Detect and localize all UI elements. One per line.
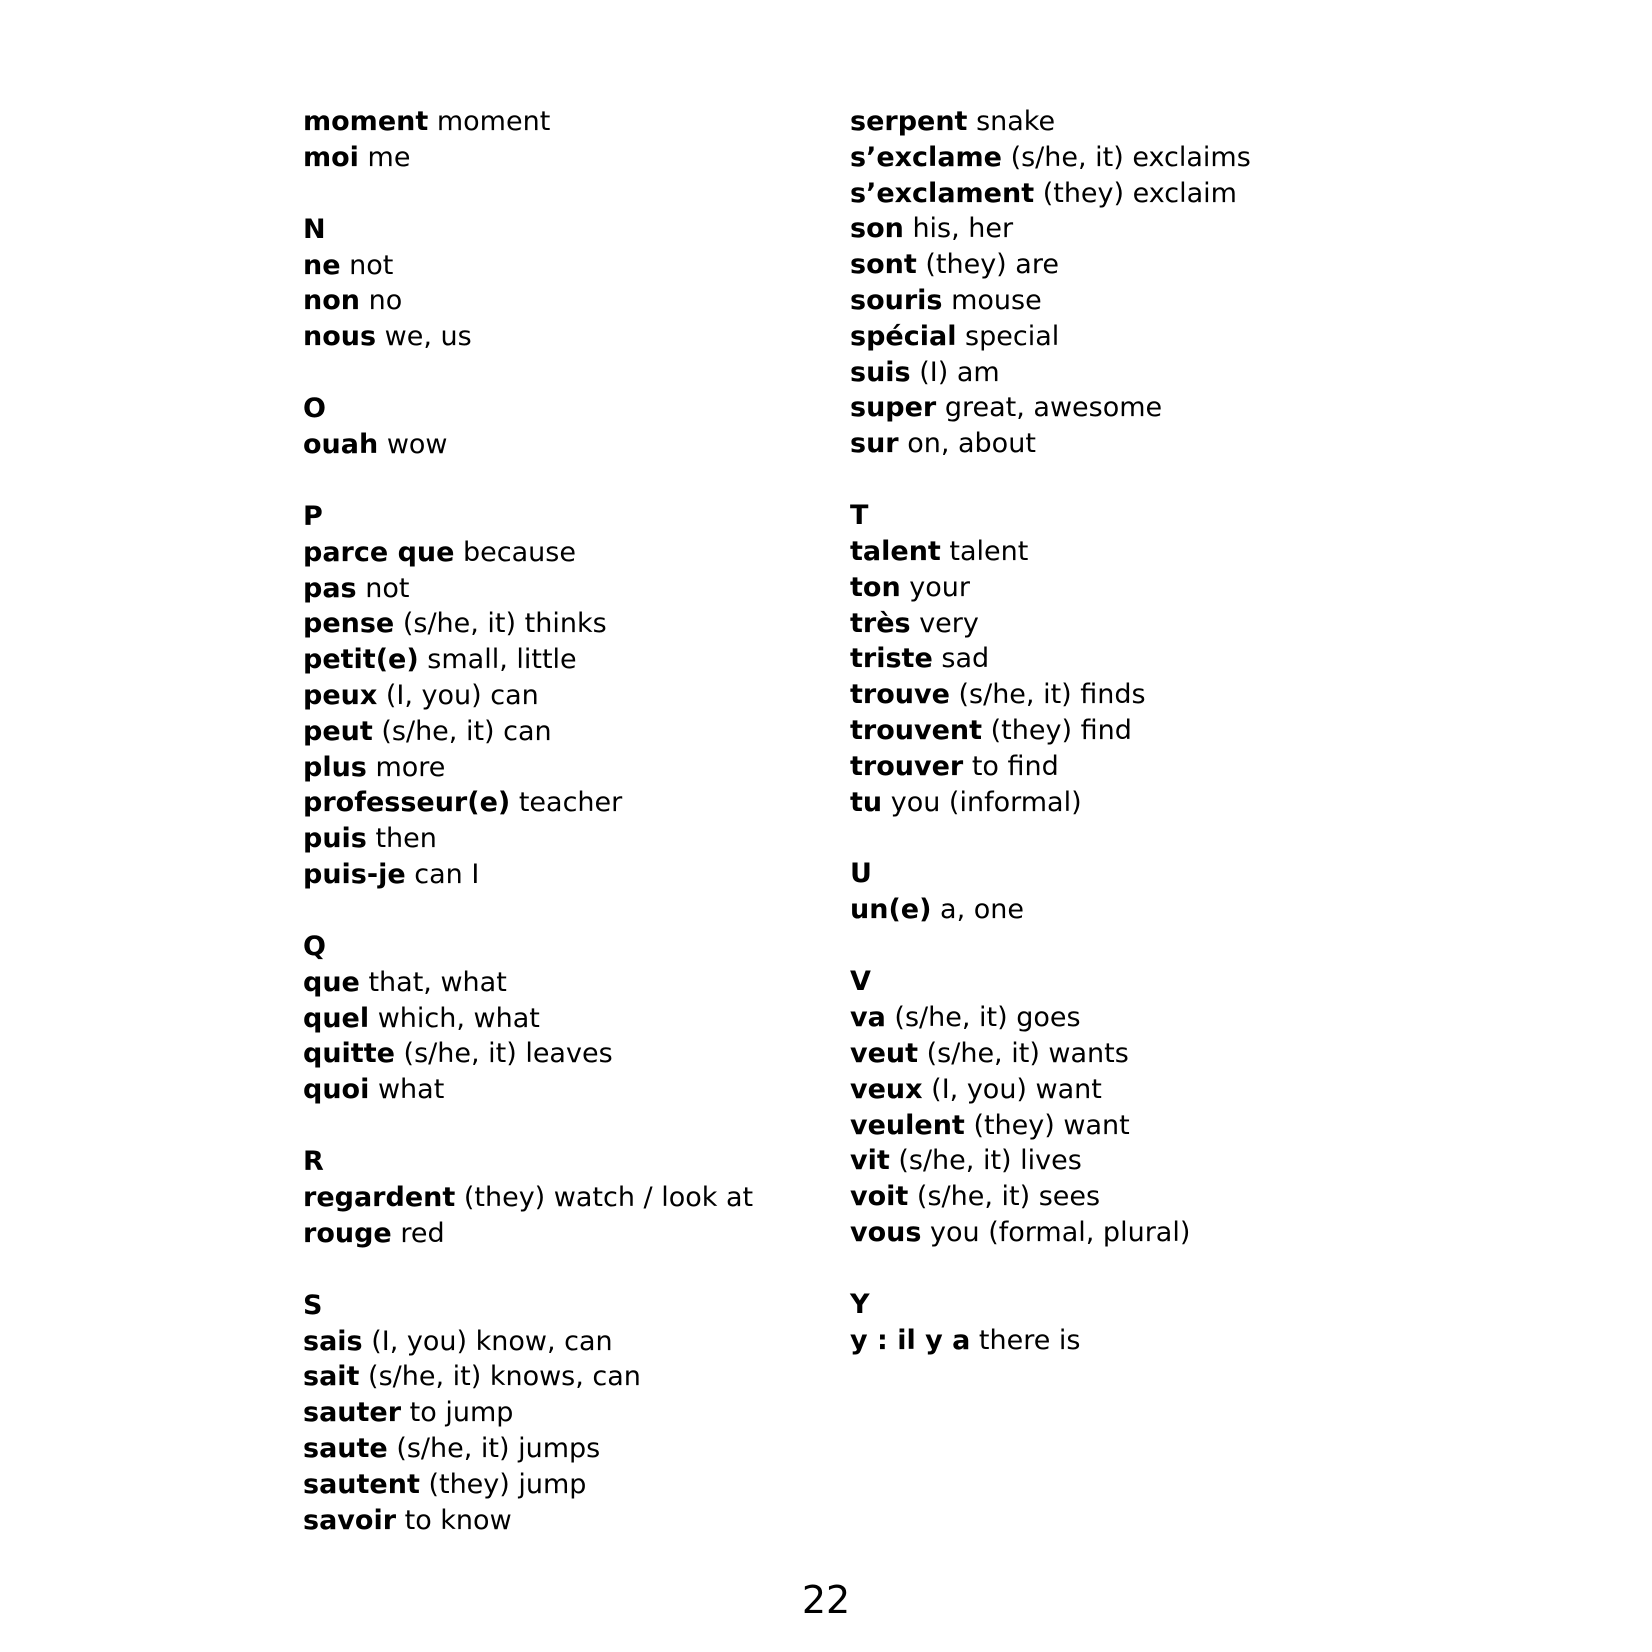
french-word: saute bbox=[303, 1432, 388, 1464]
glossary-entry bbox=[850, 319, 1410, 355]
english-translation: no bbox=[368, 285, 403, 317]
french-word: veux bbox=[850, 1073, 923, 1105]
section-letter: Q bbox=[303, 930, 326, 962]
glossary-entry bbox=[850, 390, 1410, 426]
english-translation: (I) am bbox=[919, 356, 1000, 388]
glossary-entry bbox=[303, 1036, 833, 1072]
glossary-entry bbox=[850, 1179, 1410, 1215]
english-translation: (s/he, it) lives bbox=[898, 1145, 1082, 1177]
french-word: ne bbox=[303, 249, 341, 281]
glossary-entry bbox=[850, 1323, 1410, 1359]
french-word: tu bbox=[850, 786, 883, 818]
english-translation: to know bbox=[404, 1504, 512, 1536]
english-translation: you (formal, plural) bbox=[930, 1216, 1191, 1248]
french-word: suis bbox=[850, 356, 911, 388]
french-word: puis bbox=[303, 823, 367, 855]
english-translation: (I, you) want bbox=[931, 1073, 1102, 1105]
english-translation: (s/he, it) knows, can bbox=[368, 1361, 641, 1393]
english-translation: his, her bbox=[912, 213, 1014, 245]
english-translation: talent bbox=[949, 535, 1029, 567]
french-word: sur bbox=[850, 428, 899, 460]
french-word: peut bbox=[303, 715, 373, 747]
english-translation: (they) jump bbox=[428, 1468, 587, 1500]
glossary-entry bbox=[303, 821, 833, 857]
glossary-entry bbox=[303, 606, 833, 642]
english-translation: we, us bbox=[384, 321, 472, 353]
english-translation: on, about bbox=[907, 428, 1036, 460]
french-word: quel bbox=[303, 1002, 370, 1034]
english-translation: (s/he, it) wants bbox=[926, 1037, 1129, 1069]
french-word: regardent bbox=[303, 1181, 456, 1213]
english-translation: (I, you) can bbox=[385, 679, 539, 711]
glossary-entry bbox=[850, 211, 1410, 247]
glossary-entry bbox=[850, 1215, 1410, 1251]
english-translation: can I bbox=[414, 858, 480, 890]
french-word: nous bbox=[303, 321, 377, 353]
french-word: trouve bbox=[850, 679, 950, 711]
glossary-section bbox=[303, 212, 833, 355]
french-word: pense bbox=[303, 608, 395, 640]
glossary-entry bbox=[303, 965, 833, 1001]
english-translation: (s/he, it) thinks bbox=[402, 608, 607, 640]
french-word: quoi bbox=[303, 1074, 370, 1106]
glossary-entry bbox=[303, 1180, 833, 1216]
english-translation: very bbox=[919, 607, 979, 639]
french-word: sautent bbox=[303, 1468, 420, 1500]
english-translation: (they) exclaim bbox=[1042, 177, 1237, 209]
glossary-section bbox=[850, 964, 1410, 1251]
section-letter: S bbox=[303, 1289, 323, 1321]
french-word: très bbox=[850, 607, 911, 639]
english-translation: (s/he, it) finds bbox=[958, 679, 1146, 711]
glossary-section bbox=[303, 1288, 833, 1539]
english-translation: you (informal) bbox=[890, 786, 1082, 818]
english-translation: to find bbox=[971, 750, 1059, 782]
english-translation: (s/he, it) can bbox=[381, 715, 552, 747]
glossary-entry bbox=[303, 750, 833, 786]
section-letter: R bbox=[303, 1145, 324, 1177]
french-word: ton bbox=[850, 571, 901, 603]
english-translation: (they) are bbox=[925, 249, 1059, 281]
glossary-entry bbox=[303, 1395, 833, 1431]
glossary-entry bbox=[850, 641, 1410, 677]
english-translation: then bbox=[375, 823, 437, 855]
english-translation: moment bbox=[436, 106, 551, 137]
glossary-section bbox=[303, 929, 833, 1108]
french-word: que bbox=[303, 966, 360, 998]
french-word: trouvent bbox=[850, 714, 983, 746]
glossary-entry bbox=[850, 247, 1410, 283]
english-translation: (they) want bbox=[973, 1109, 1130, 1141]
glossary-entry bbox=[850, 713, 1410, 749]
french-word: vous bbox=[850, 1216, 922, 1248]
english-translation: sad bbox=[941, 643, 990, 675]
glossary-entry bbox=[303, 1324, 833, 1360]
english-translation: (s/he, it) sees bbox=[916, 1181, 1101, 1213]
section-letter: N bbox=[303, 213, 326, 245]
glossary-section bbox=[850, 1287, 1410, 1359]
section-letter: V bbox=[850, 966, 871, 998]
english-translation: more bbox=[375, 751, 446, 783]
section-letter: T bbox=[850, 499, 869, 531]
glossary-section bbox=[303, 391, 833, 463]
glossary-section bbox=[303, 499, 833, 893]
french-word: sais bbox=[303, 1325, 363, 1357]
glossary-entry bbox=[303, 642, 833, 678]
french-word: trouver bbox=[850, 750, 964, 782]
glossary-left-column bbox=[303, 104, 833, 1574]
english-translation: there is bbox=[978, 1324, 1081, 1356]
section-letter: U bbox=[850, 858, 872, 890]
glossary-entry bbox=[850, 749, 1410, 785]
english-translation: snake bbox=[976, 106, 1056, 137]
glossary-entry bbox=[850, 892, 1410, 928]
glossary-entry bbox=[850, 677, 1410, 713]
english-translation: (they) find bbox=[990, 714, 1132, 746]
glossary-entry bbox=[850, 176, 1410, 212]
english-translation: to jump bbox=[409, 1397, 514, 1429]
glossary-entry bbox=[303, 678, 833, 714]
french-word: super bbox=[850, 392, 937, 424]
section-letter: P bbox=[303, 500, 323, 532]
french-word: non bbox=[303, 285, 360, 317]
glossary-entry bbox=[303, 1359, 833, 1395]
glossary-entry bbox=[850, 283, 1410, 319]
glossary-entry bbox=[303, 785, 833, 821]
page-number: 22 bbox=[801, 1578, 851, 1622]
english-translation: (s/he, it) exclaims bbox=[1010, 141, 1251, 173]
glossary-entry bbox=[303, 714, 833, 750]
english-translation: (I, you) know, can bbox=[371, 1325, 613, 1357]
english-translation: mouse bbox=[951, 284, 1042, 316]
glossary-entry bbox=[303, 1001, 833, 1037]
french-word: voit bbox=[850, 1181, 909, 1213]
glossary-entry bbox=[303, 283, 833, 319]
english-translation: special bbox=[965, 320, 1060, 352]
glossary-entry bbox=[850, 570, 1410, 606]
french-word: peux bbox=[303, 679, 378, 711]
french-word: rouge bbox=[303, 1217, 392, 1249]
glossary-entry bbox=[850, 355, 1410, 391]
glossary-entry bbox=[850, 534, 1410, 570]
french-word: talent bbox=[850, 535, 941, 567]
english-translation: small, little bbox=[427, 644, 577, 676]
french-word: s’exclament bbox=[850, 177, 1035, 209]
french-word: professeur(e) bbox=[303, 787, 511, 819]
french-word: son bbox=[850, 213, 904, 245]
french-word: spécial bbox=[850, 320, 957, 352]
glossary-entry bbox=[850, 426, 1410, 462]
glossary-entry bbox=[850, 140, 1410, 176]
french-word: s’exclame bbox=[850, 141, 1002, 173]
french-word: petit(e) bbox=[303, 644, 419, 676]
french-word: sauter bbox=[303, 1397, 402, 1429]
section-letter: Y bbox=[850, 1288, 870, 1320]
glossary-entry bbox=[303, 104, 833, 140]
french-word: sont bbox=[850, 249, 917, 281]
english-translation: (s/he, it) goes bbox=[894, 1002, 1081, 1034]
french-word: un(e) bbox=[850, 894, 932, 926]
french-word: moi bbox=[303, 141, 359, 173]
glossary-entry bbox=[303, 1467, 833, 1503]
glossary-entry bbox=[850, 606, 1410, 642]
glossary-entry bbox=[303, 319, 833, 355]
glossary-entry bbox=[303, 1503, 833, 1539]
french-word: vit bbox=[850, 1145, 890, 1177]
glossary-entry bbox=[303, 140, 833, 176]
english-translation: (they) watch / look at bbox=[463, 1181, 754, 1213]
glossary-entry bbox=[303, 857, 833, 893]
french-word: veut bbox=[850, 1037, 919, 1069]
french-word: y : il y a bbox=[850, 1324, 971, 1356]
french-word: puis-je bbox=[303, 858, 406, 890]
glossary-entry bbox=[850, 1072, 1410, 1108]
french-word: va bbox=[850, 1002, 886, 1034]
english-translation: what bbox=[377, 1074, 445, 1106]
english-translation: red bbox=[400, 1217, 445, 1249]
glossary-right-column bbox=[850, 104, 1410, 1395]
english-translation: teacher bbox=[518, 787, 623, 819]
french-word: parce que bbox=[303, 536, 455, 568]
english-translation: not bbox=[365, 572, 410, 604]
glossary-entry bbox=[303, 1072, 833, 1108]
french-word: veulent bbox=[850, 1109, 965, 1141]
english-translation: (s/he, it) leaves bbox=[403, 1038, 613, 1070]
glossary-entry bbox=[303, 571, 833, 607]
french-word: serpent bbox=[850, 106, 968, 137]
glossary-entry bbox=[303, 1216, 833, 1252]
glossary-section bbox=[850, 104, 1410, 462]
glossary-entry bbox=[850, 1000, 1410, 1036]
english-translation: wow bbox=[386, 428, 448, 460]
french-word: quitte bbox=[303, 1038, 395, 1070]
english-translation: which, what bbox=[377, 1002, 540, 1034]
english-translation: not bbox=[349, 249, 394, 281]
glossary-section bbox=[850, 498, 1410, 820]
section-letter: O bbox=[303, 392, 326, 424]
french-word: souris bbox=[850, 284, 943, 316]
glossary-entry bbox=[850, 1143, 1410, 1179]
glossary-entry bbox=[303, 427, 833, 463]
french-word: savoir bbox=[303, 1504, 397, 1536]
english-translation: me bbox=[367, 141, 411, 173]
english-translation: a, one bbox=[940, 894, 1024, 926]
glossary-entry bbox=[850, 785, 1410, 821]
glossary-entry bbox=[303, 1431, 833, 1467]
english-translation: because bbox=[463, 536, 576, 568]
glossary-entry bbox=[303, 248, 833, 284]
french-word: triste bbox=[850, 643, 933, 675]
english-translation: that, what bbox=[368, 966, 507, 998]
english-translation: your bbox=[909, 571, 970, 603]
french-word: sait bbox=[303, 1361, 360, 1393]
glossary-entry bbox=[303, 535, 833, 571]
english-translation: great, awesome bbox=[944, 392, 1163, 424]
glossary-entry bbox=[850, 1108, 1410, 1144]
french-word: plus bbox=[303, 751, 367, 783]
glossary-section bbox=[303, 1144, 833, 1252]
glossary-entry bbox=[850, 1036, 1410, 1072]
english-translation: (s/he, it) jumps bbox=[396, 1432, 601, 1464]
glossary-entry bbox=[850, 104, 1410, 140]
french-word: moment bbox=[303, 106, 429, 137]
french-word: ouah bbox=[303, 428, 379, 460]
glossary-section bbox=[850, 856, 1410, 928]
glossary-section bbox=[303, 104, 833, 176]
french-word: pas bbox=[303, 572, 357, 604]
